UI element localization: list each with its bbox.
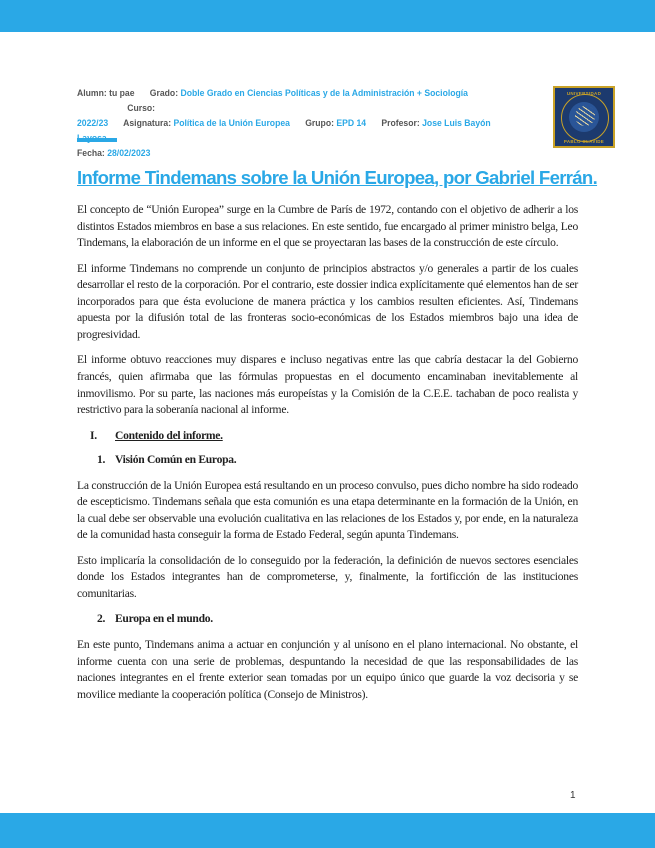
section-heading — [77, 428, 578, 445]
document-body — [77, 202, 578, 712]
curso-label: Curso: — [127, 102, 156, 113]
document-header-info — [77, 85, 491, 160]
page-number: 1 — [570, 790, 576, 801]
paragraph: La construcción de la Unión Europea está resultando en un proceso convulso, pues dicho nombre ha sido rodeado de escepticismo. Tindemans señala que esta comunión es una etapa determinante en la formación de la Unión, en la cual debe ser observable una evolución cualitativa en las relaciones de los Estados y, por ende, en la naturaleza de la comunidad hasta conseguir la forma de Estado Federal, según apunta Tindemans. — [77, 478, 578, 542]
document-title: Informe Tindemans sobre la Unión Europea, por Gabriel Ferrán. — [77, 167, 598, 188]
paragraph: En este punto, Tindemans anima a actuar en conjunción y al unísono en el plano internacional. No obstante, el informe cuenta con una serie de problemas, despuntando la necesidad de que las responsabilidades de las naciones integrantes en el frente exterior sean tomadas por un equipo único que guarde la voz decisoria y se movilice mediante la cooperación política (Consejo de Ministros). — [77, 638, 578, 701]
logo-top-text: UNIVERSIDAD — [566, 91, 602, 96]
section-title: Contenido del informe. — [115, 428, 223, 442]
asignatura-value: Política de la Unión Europea — [173, 117, 290, 128]
accent-rule — [77, 138, 117, 142]
grupo-label: Grupo: — [305, 117, 334, 128]
asignatura-label: Asignatura: — [123, 117, 172, 128]
bottom-color-bar — [0, 813, 655, 848]
paragraph: El informe obtuvo reacciones muy dispares e incluso negativas entre las que cabría destacar la del Gobierno francés, quien afirmaba que las fórmulas propuestas en el documento encaminaban inevitablemente al inmovilismo. Por su parte, las naciones más europeístas y la Comisión de la C.E.E. tachaban de poco realista y restrictivo para la soberanía nacional al informe. — [77, 353, 578, 417]
grado-label: Grado: — [149, 87, 179, 98]
subsection-number: 2. — [97, 612, 106, 626]
subsection-number: 1. — [97, 453, 106, 467]
top-color-bar — [0, 0, 655, 32]
section-number: I. — [90, 428, 97, 442]
university-logo — [553, 86, 615, 148]
subsection-heading — [77, 452, 578, 469]
profesor-label: Profesor: — [381, 117, 420, 128]
subsection-heading — [77, 611, 578, 628]
grupo-value: EPD 14 — [336, 117, 367, 128]
paragraph: Esto implicaría la consolidación de lo conseguido por la federación, la definición de nuevos sectores esenciales donde los Estados integrantes han de comprometerse, y, finalmente, la fortificción de las instituciones comunitarias. — [77, 553, 578, 601]
profesor-value: Jose Luis Bayón — [422, 117, 491, 128]
subsection-title: Europa en el mundo. — [115, 612, 213, 626]
grado-value: Doble Grado en Ciencias Políticas y de la Administración + Sociología — [180, 87, 468, 98]
paragraph: El concepto de “Unión Europea” surge en la Cumbre de París de 1972, contando con el objetivo de adherir a los distintos Estados miembros en base a sus relaciones. En este sentido, fue encargado al primer ministro belga, Leo Tindemans, la elaboración de un informe en el que se proyectaran las bases de la construcción de este círculo. — [77, 203, 578, 250]
logo-bottom-text: PABLO OLAVIDE — [563, 139, 605, 144]
fecha-label: Fecha: — [77, 147, 105, 158]
subsection-title: Visión Común en Europa. — [115, 453, 237, 467]
alumn-value: tu pae — [109, 87, 135, 98]
alumn-label: Alumn: — [77, 87, 107, 98]
fecha-value: 28/02/2023 — [107, 147, 151, 158]
paragraph: El informe Tindemans no comprende un conjunto de principios abstractos y/o generales a partir de los cuales desarrollar el resto de la corporación. Por el contrario, este dossier indica explícitamente qué elementos han de ser incorporados para que ésta evolucione de manera práctica y los cambios resulten eficientes. Así, Tindemans apuesta por la difusión total de las fronteras socio-económicas de los Estados miembros bajo una idea de progresividad. — [77, 261, 578, 341]
curso-value: 2022/23 — [77, 117, 109, 128]
